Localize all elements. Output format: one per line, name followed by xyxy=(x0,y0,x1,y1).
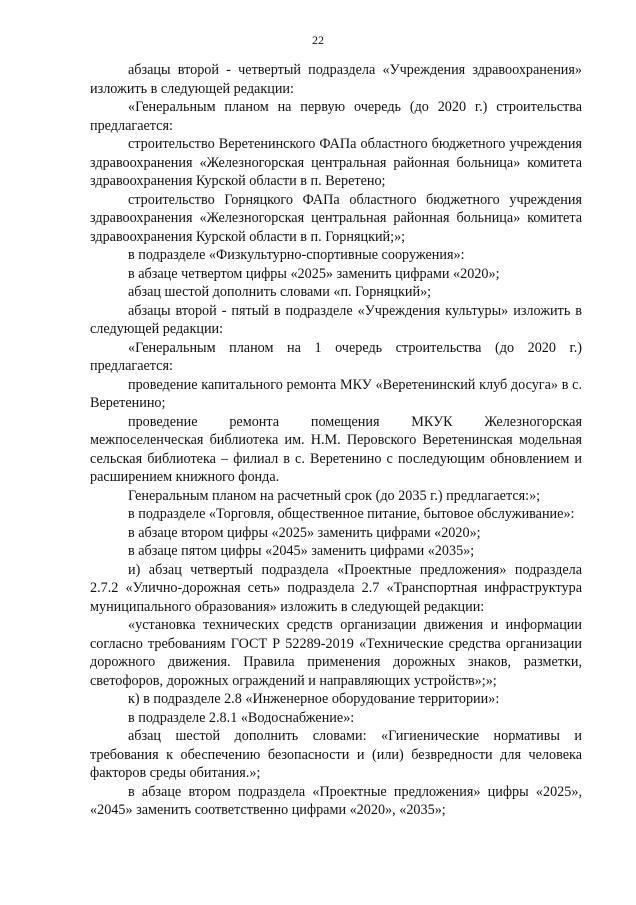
paragraph: Генеральным планом на расчетный срок (до 2035 г.) предлагается:»; xyxy=(128,487,541,504)
paragraph: абзац шестой дополнить словами: «Гигиенические нормативы и требования к обеспечению безопасности и (или) безвредности для человека факторов среды обитания.»; xyxy=(90,728,582,781)
paragraph: абзацы второй - пятый в подразделе «Учреждения культуры» изложить в следующей редакции: xyxy=(90,302,582,337)
paragraph: строительство Горняцкого ФАПа областного бюджетного учреждения здравоохранения «Железногорская центральная районная больница» комитета здравоохранения Курской области в п. Горняцкий;»; xyxy=(90,191,582,245)
paragraph: абзацы второй - четвертый подраздела «Учреждения здравоохранения» изложить в следующей редакции: xyxy=(90,62,582,97)
document-body xyxy=(90,61,582,820)
paragraph: в абзаце четвертом цифры «2025» заменить цифрами «2020»; xyxy=(128,265,500,282)
paragraph: в подразделе «Торговля, общественное питание, бытовое обслуживание»: xyxy=(128,506,575,522)
paragraph: в абзаце втором подраздела «Проектные предложения» цифры «2025», «2045» заменить соответственно цифрами «2020», «2035»; xyxy=(90,783,582,818)
page-number: 22 xyxy=(312,33,324,47)
paragraph: «Генеральным планом на 1 очередь строительства (до 2020 г.) предлагается: xyxy=(90,339,582,374)
paragraph: в подразделе 2.8.1 «Водоснабжение»: xyxy=(128,709,355,726)
paragraph: проведение капитального ремонта МКУ «Веретенинский клуб досуга» в с. Веретенино; xyxy=(90,376,582,411)
paragraph: строительство Веретенинского ФАПа областного бюджетного учреждения здравоохранения «Железногорская центральная районная больница» комитета здравоохранения Курской области в п. Веретено; xyxy=(90,136,582,189)
paragraph: в абзаце пятом цифры «2045» заменить цифрами «2035»; xyxy=(128,543,475,559)
paragraph: к) в подразделе 2.8 «Инженерное оборудование территории»: xyxy=(128,691,500,707)
paragraph: в абзаце втором цифры «2025» заменить цифрами «2020»; xyxy=(128,524,481,541)
paragraph: проведение ремонта помещения МКУК Железногорская межпоселенческая библиотека им. Н.М. Перовского Веретенинская модельная сельская библиотека – филиал в с. Веретенино с последующим обновлением и расширением книжного фонда. xyxy=(90,413,582,485)
paragraph: в подразделе «Физкультурно-спортивные сооружения»: xyxy=(128,247,465,263)
paragraph: «установка технических средств организации движения и информации согласно требованиям ГОСТ Р 52289-2019 «Технические средства организации дорожного движения. Правила применения дорожных знаков, разметки, светофоров, дорожных ограждений и направляющих устройств»;»; xyxy=(90,617,582,689)
paragraph: и) абзац четвертый подраздела «Проектные предложения» подраздела 2.7.2 «Улично-дорожная сеть» подраздела 2.7 «Транспортная инфраструктура муниципального образования» изложить в следующей редакции: xyxy=(90,561,582,615)
paragraph: «Генеральным планом на первую очередь (до 2020 г.) строительства предлагается: xyxy=(90,99,582,134)
paragraph: абзац шестой дополнить словами «п. Горняцкий»; xyxy=(128,284,432,300)
